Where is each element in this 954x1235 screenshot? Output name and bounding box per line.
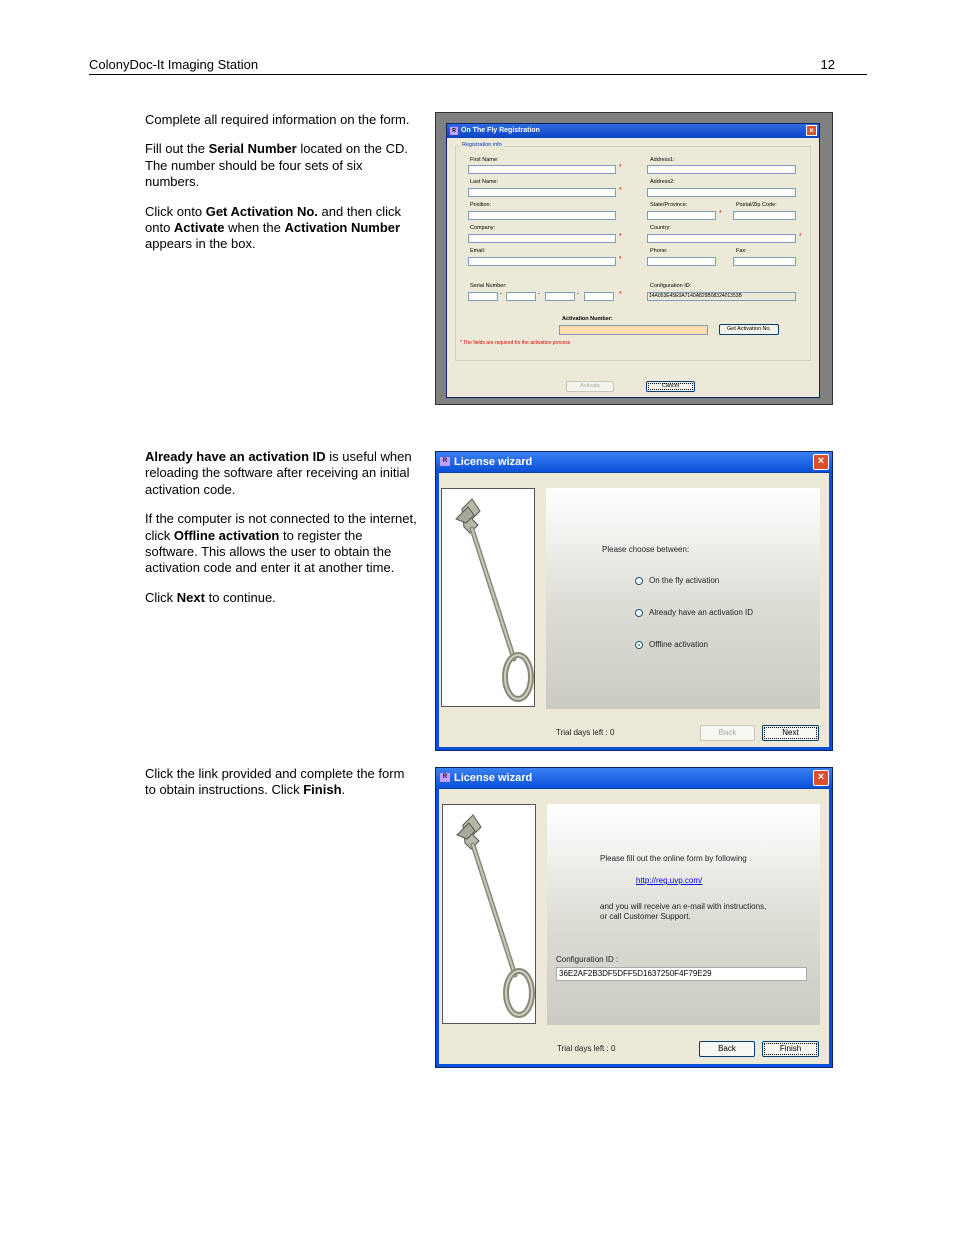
address1-field[interactable] <box>647 165 796 174</box>
registration-group <box>455 142 811 361</box>
radio-offline[interactable] <box>635 641 643 649</box>
instruction-line3: or call Customer Support. <box>600 912 691 921</box>
company-label: Company: <box>470 225 496 231</box>
section3-text <box>145 766 417 812</box>
required-star: * <box>619 164 622 171</box>
window-border <box>829 472 832 750</box>
back-button[interactable]: Back <box>699 1041 755 1057</box>
wizard-title: License wizard <box>454 456 533 468</box>
wizard-titlebar <box>436 452 832 473</box>
config-id-field: 14A053E45E0A7140A829B0832401353B <box>647 292 796 301</box>
state-field[interactable] <box>647 211 716 220</box>
s1-para2: Fill out the Serial Number located on the CD. The number should be four sets of six numbers. <box>145 141 409 190</box>
key-image <box>442 804 536 1024</box>
required-star: * <box>719 210 722 217</box>
first-name-label: First Name: <box>470 157 499 163</box>
fax-label: Fax: <box>736 248 747 254</box>
serial-dash: - <box>577 291 579 297</box>
instruction-line1: Please fill out the online form by following <box>600 854 747 863</box>
registration-title: On The Fly Registration <box>461 127 540 134</box>
option-offline[interactable]: Offline activation <box>649 640 708 649</box>
page-number: 12 <box>820 57 835 72</box>
position-field[interactable] <box>468 211 616 220</box>
config-id-field[interactable]: 36E2AF2B3DF5DFF5D1637250F4F79E29 <box>556 967 807 981</box>
doc-title: ColonyDoc-It Imaging Station <box>89 57 259 72</box>
close-icon[interactable]: × <box>806 125 817 136</box>
page-header <box>89 56 867 75</box>
option-on-the-fly[interactable]: On the fly activation <box>649 576 720 585</box>
wizard-content-panel <box>547 804 820 1025</box>
registration-screenshot <box>435 112 833 405</box>
window-border <box>436 1064 832 1067</box>
required-star: * <box>619 291 622 298</box>
trial-days: Trial days left : 0 <box>556 728 615 737</box>
app-icon: R <box>440 773 450 782</box>
key-image <box>441 488 535 707</box>
radio-have-id[interactable] <box>635 609 643 617</box>
back-button[interactable]: Back <box>700 725 755 741</box>
license-wizard-choose <box>435 451 833 751</box>
key-icon <box>443 805 535 1023</box>
finish-button[interactable]: Finish <box>762 1041 819 1057</box>
serial-label: Serial Number: <box>470 283 507 289</box>
postal-label: Postal/Zip Code: <box>736 202 777 208</box>
serial-field-2[interactable] <box>506 292 536 301</box>
wizard-titlebar <box>436 768 832 789</box>
registration-window <box>446 123 820 398</box>
email-label: Email: <box>470 248 486 254</box>
app-icon: R <box>440 457 450 466</box>
wizard-content-panel <box>546 488 820 709</box>
cancel-button[interactable]: Cancel <box>646 381 695 392</box>
s1-para3: Click onto Get Activation No. and then click onto Activate when the Activation Number appears in the box. <box>145 203 402 252</box>
phone-field[interactable] <box>647 257 716 266</box>
s2-para3: Click Next to continue. <box>145 589 276 605</box>
phone-label: Phone: <box>650 248 668 254</box>
close-icon[interactable]: × <box>813 770 829 786</box>
section1-text <box>145 112 417 266</box>
wizard-title: License wizard <box>454 772 533 784</box>
required-star: * <box>619 187 622 194</box>
window-border <box>436 472 439 750</box>
email-field[interactable] <box>468 257 616 266</box>
country-label: Country: <box>650 225 671 231</box>
close-icon[interactable]: × <box>813 454 829 470</box>
required-star: * <box>619 256 622 263</box>
activation-number-field[interactable] <box>559 325 708 335</box>
state-label: State/Province: <box>650 202 688 208</box>
required-note: * The fields are required for the activation process <box>460 340 571 346</box>
address2-label: Address2: <box>650 179 675 185</box>
instruction-line2: and you will receive an e-mail with instructions, <box>600 902 767 911</box>
trial-days: Trial days left : 0 <box>557 1044 616 1053</box>
address2-field[interactable] <box>647 188 796 197</box>
license-wizard-offline <box>435 767 833 1068</box>
serial-dash: - <box>538 291 540 297</box>
next-button[interactable]: Next <box>762 725 819 741</box>
window-border <box>829 788 832 1067</box>
activation-number-label: Activation Number: <box>562 316 613 322</box>
config-id-label: Configuration ID: <box>650 283 692 289</box>
s2-para1: Already have an activation ID is useful when reloading the software after receiving an initial activation code. <box>145 449 412 497</box>
s2-para2: If the computer is not connected to the internet, click Offline activation to register the software. This allows the user to obtain the activation code and enter it at another time. <box>145 511 417 576</box>
first-name-field[interactable] <box>468 165 616 174</box>
window-border <box>436 747 832 750</box>
company-field[interactable] <box>468 234 616 243</box>
serial-field-1[interactable] <box>468 292 498 301</box>
serial-field-3[interactable] <box>545 292 575 301</box>
activate-button[interactable]: Activate <box>566 381 614 392</box>
registration-titlebar <box>447 124 819 138</box>
choose-label: Please choose between: <box>602 545 690 554</box>
app-icon: R <box>450 127 458 135</box>
country-field[interactable] <box>647 234 796 243</box>
window-border <box>436 788 439 1067</box>
serial-field-4[interactable] <box>584 292 614 301</box>
group-legend: Registration info <box>462 142 502 148</box>
option-have-id[interactable]: Already have an activation ID <box>649 608 754 617</box>
config-id-label: Configuration ID : <box>556 955 619 964</box>
serial-dash: - <box>500 291 502 297</box>
last-name-label: Last Name: <box>470 179 499 185</box>
required-star: * <box>799 233 802 240</box>
key-icon <box>442 489 534 706</box>
s3-para1: Click the link provided and complete the form to obtain instructions. Click Finish. <box>145 766 405 798</box>
address1-label: Address1: <box>650 157 675 163</box>
registration-link[interactable]: http://reg.uvp.com/ <box>636 876 703 885</box>
fax-field[interactable] <box>733 257 796 266</box>
s1-para1: Complete all required information on the form. <box>145 112 410 127</box>
required-star: * <box>619 233 622 240</box>
get-activation-button[interactable]: Get Activation No. <box>719 324 779 335</box>
position-label: Position: <box>470 202 492 208</box>
last-name-field[interactable] <box>468 188 616 197</box>
section2-text <box>145 449 417 619</box>
radio-on-the-fly[interactable] <box>635 577 643 585</box>
postal-field[interactable] <box>733 211 796 220</box>
